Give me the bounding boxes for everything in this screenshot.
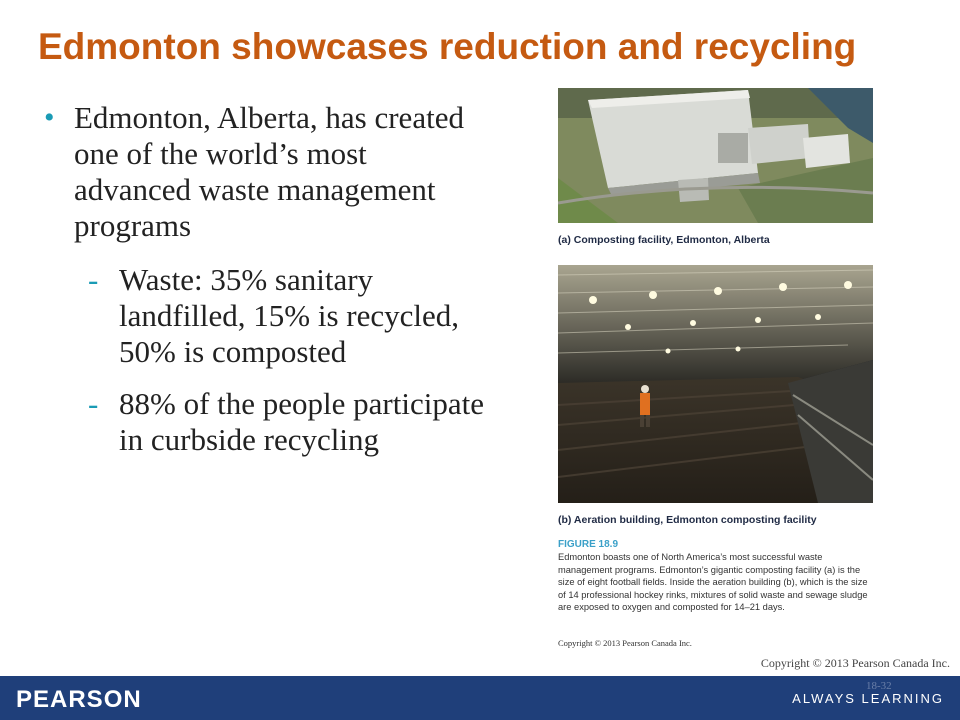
main-bullet-text: Edmonton, Alberta, has created one of the world’s most advanced waste management programs (74, 100, 464, 243)
sub-bullet-text: 88% of the people participate in curbside recycling (119, 386, 484, 457)
photo-b-caption: (b) Aeration building, Edmonton composting facility (558, 514, 817, 526)
tagline: ALWAYS LEARNING (792, 691, 944, 706)
aeration-building-image (558, 265, 873, 503)
sub-bullet (44, 262, 484, 370)
pearson-logo: PEARSON (16, 686, 142, 713)
slide-copyright: Copyright © 2013 Pearson Canada Inc. (760, 656, 950, 670)
composting-facility-image (558, 88, 873, 223)
sub-bullet (44, 386, 484, 458)
figure-label: FIGURE 18.9 (558, 539, 619, 550)
figure-copyright: Copyright © 2013 Pearson Canada Inc. (558, 638, 692, 648)
figure-description: Edmonton boasts one of North America’s most successful waste management programs. Edmonton’s gigantic composting facility (a) is the size of eight football fields. Inside the aeration building (b), which is the size of 14 professional hockey rinks, mixtures of solid waste and sewage sludge are exposed to oxygen and composted for 14–21 days. (558, 552, 868, 613)
footer-bar (0, 676, 960, 720)
sub-bullet-list (44, 262, 484, 458)
page-number: 18-32 (866, 680, 892, 692)
sub-bullet-text: Waste: 35% sanitary landfilled, 15% is recycled, 50% is composted (119, 262, 460, 369)
dash-marker: - (88, 386, 99, 421)
slide-title: Edmonton showcases reduction and recycling (38, 26, 857, 67)
photo-a-caption: (a) Composting facility, Edmonton, Alberta (558, 234, 770, 246)
aeration-building-photo (558, 265, 873, 503)
dash-marker: - (88, 262, 99, 297)
composting-facility-photo (558, 88, 873, 223)
main-bullet (44, 100, 484, 244)
bullet-list (44, 100, 484, 474)
bullet-marker: • (44, 101, 55, 134)
